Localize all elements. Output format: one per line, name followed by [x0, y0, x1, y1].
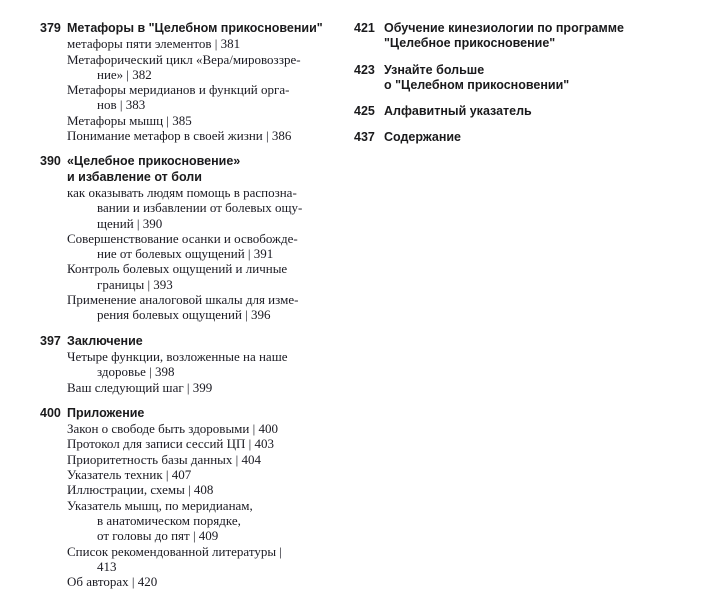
- toc-entry-line: Метафоры меридианов и функций орга-: [67, 82, 290, 98]
- toc-entry-line: Закон о свободе быть здоровыми | 400: [67, 421, 278, 437]
- section-body: [67, 406, 350, 590]
- toc-entry-line: 413: [97, 558, 117, 574]
- toc-section: [40, 406, 350, 590]
- toc-entry-line: границы | 393: [97, 276, 173, 292]
- section-body: [384, 130, 684, 145]
- section-body: [67, 154, 350, 322]
- section-title-line: и избавление от боли: [67, 169, 202, 184]
- section-title-line: Алфавитный указатель: [384, 104, 532, 119]
- toc-entry: [67, 82, 350, 113]
- section-page-number: 437: [354, 130, 375, 145]
- section-title-line: Заключение: [67, 333, 143, 348]
- section-title-line: Обучение кинезиологии по программе: [384, 21, 624, 35]
- toc-entry: [67, 421, 350, 436]
- toc-entry-line: нов | 383: [97, 97, 146, 113]
- toc-entry: [67, 52, 350, 83]
- toc-entry: [67, 231, 350, 262]
- toc-entry: [67, 498, 350, 544]
- toc-section: [354, 21, 684, 52]
- toc-section: [40, 154, 350, 322]
- toc-entry: [67, 452, 350, 467]
- toc-entry-line: Указатель техник | 407: [67, 467, 192, 483]
- toc-entry: [67, 544, 350, 575]
- toc-entry-line: от головы до пят | 409: [97, 528, 219, 544]
- toc-entry-line: Приоритетность базы данных | 404: [67, 451, 261, 467]
- toc-entry: [67, 467, 350, 482]
- toc-entry-line: Метафоры мышц | 385: [67, 112, 192, 128]
- section-body: [384, 21, 684, 52]
- toc-entry-line: вании и избавлении от болевых ощу-: [97, 200, 303, 216]
- section-page-number: 421: [354, 21, 375, 35]
- toc-entry-line: здоровье | 398: [97, 364, 175, 380]
- section-title: [67, 154, 350, 185]
- toc-section: [40, 21, 350, 143]
- section-body: [67, 334, 350, 395]
- section-title-line: Метафоры в "Целебном прикосновении": [67, 21, 323, 35]
- toc-entry: [67, 185, 350, 231]
- section-title: [67, 334, 350, 349]
- toc-entry: [67, 574, 350, 589]
- toc-entry-line: Применение аналоговой шкалы для изме-: [67, 292, 299, 308]
- toc-entry: [67, 482, 350, 497]
- toc-right-column: [354, 21, 684, 157]
- section-title-line: Узнайте больше: [384, 62, 485, 77]
- toc-entry: [67, 261, 350, 292]
- toc-entry-line: Протокол для записи сессий ЦП | 403: [67, 436, 275, 452]
- section-body: [67, 21, 350, 143]
- section-body: [384, 104, 684, 119]
- toc-section: [354, 104, 684, 119]
- section-title: [384, 130, 684, 145]
- section-title-line: «Целебное прикосновение»: [67, 154, 241, 169]
- section-title-line: Приложение: [67, 405, 145, 420]
- toc-entry-line: ние от болевых ощущений | 391: [97, 246, 274, 262]
- toc-entry-line: Четыре функции, возложенные на наше: [67, 348, 288, 364]
- toc-section: [40, 334, 350, 395]
- toc-entry: [67, 380, 350, 395]
- section-title-line: о "Целебном прикосновении": [384, 77, 570, 92]
- toc-left-column: [40, 21, 350, 600]
- toc-entry-line: в анатомическом порядке,: [97, 512, 241, 528]
- toc-entry-line: Ваш следующий шаг | 399: [67, 379, 213, 395]
- section-page-number: 425: [354, 104, 375, 119]
- section-page-number: 379: [40, 21, 61, 35]
- section-title: [67, 406, 350, 421]
- toc-entry-line: Список рекомендованной литературы |: [67, 543, 282, 559]
- toc-entry-line: ние» | 382: [97, 66, 152, 82]
- toc-entry-line: Понимание метафор в своей жизни | 386: [67, 128, 292, 144]
- toc-entry-line: рения болевых ощущений | 396: [97, 307, 271, 323]
- toc-entry-line: Совершенствование осанки и освобожде-: [67, 230, 298, 246]
- toc-entry: [67, 36, 350, 51]
- toc-entry-line: Контроль болевых ощущений и личные: [67, 261, 288, 277]
- toc-entry-line: щений | 390: [97, 215, 163, 231]
- toc-entry: [67, 349, 350, 380]
- section-title-line: Содержание: [384, 130, 462, 145]
- section-body: [384, 63, 684, 94]
- toc-entry: [67, 292, 350, 323]
- toc-entry: [67, 113, 350, 128]
- toc-entry-line: Метафорический цикл «Вера/мировоззре-: [67, 51, 301, 67]
- section-page-number: 390: [40, 154, 61, 169]
- section-title: [384, 104, 684, 119]
- toc-entry-line: как оказывать людям помощь в распозна-: [67, 184, 297, 200]
- toc-section: [354, 130, 684, 145]
- toc-section: [354, 63, 684, 94]
- toc-entry-line: метафоры пяти элементов | 381: [67, 36, 241, 52]
- section-title: [384, 21, 684, 52]
- toc-entry: [67, 436, 350, 451]
- section-page-number: 400: [40, 405, 61, 420]
- section-title-line: "Целебное прикосновение": [384, 36, 556, 51]
- section-title: [67, 21, 350, 36]
- toc-entry-line: Об авторах | 420: [67, 574, 158, 590]
- section-title: [384, 63, 684, 94]
- toc-entry: [67, 128, 350, 143]
- section-page-number: 397: [40, 333, 61, 348]
- section-page-number: 423: [354, 62, 375, 77]
- toc-entry-line: Иллюстрации, схемы | 408: [67, 482, 214, 498]
- toc-entry-line: Указатель мышц, по меридианам,: [67, 497, 253, 513]
